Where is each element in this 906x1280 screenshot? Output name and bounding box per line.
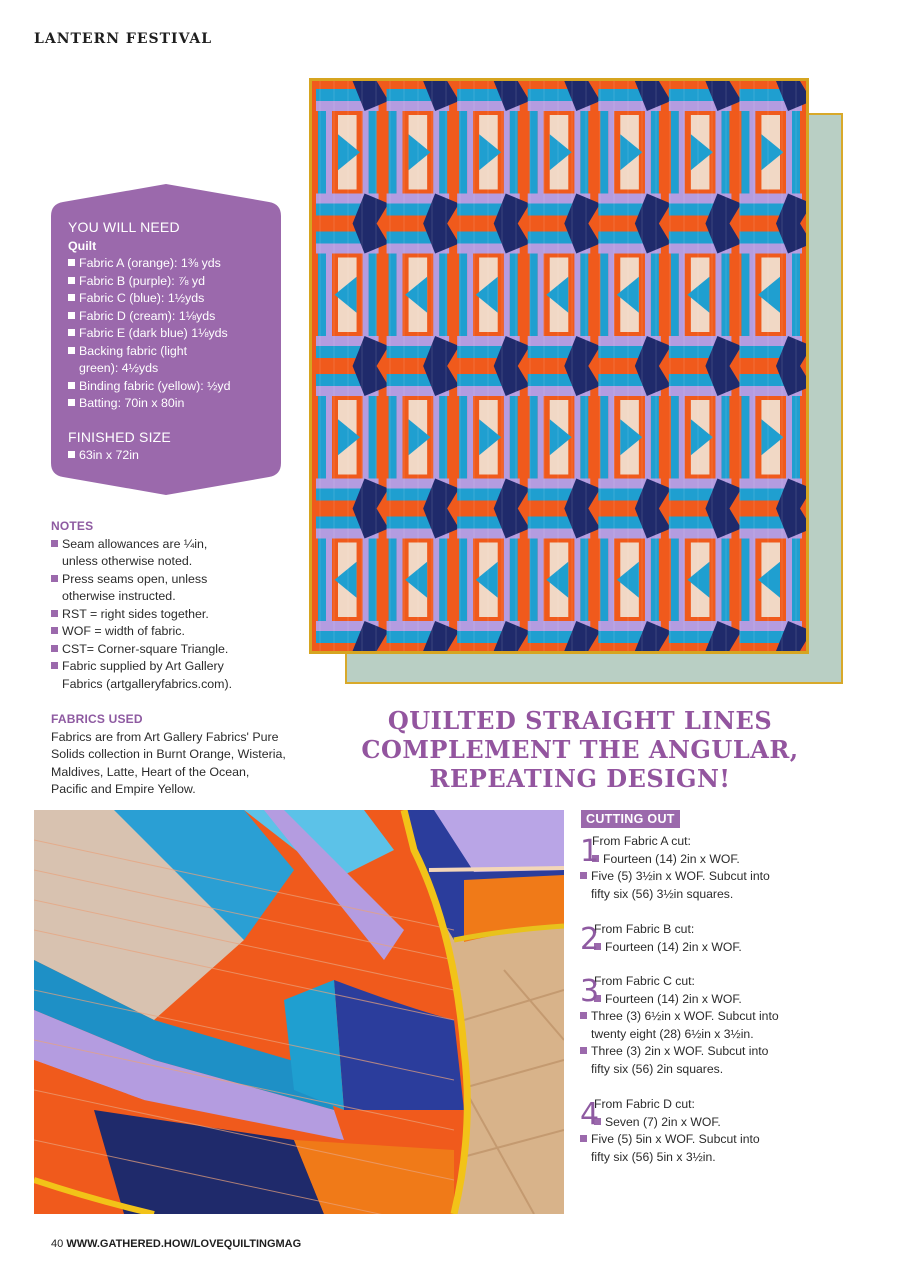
step-item: Five (5) 3½in x WOF. Subcut into — [591, 869, 770, 883]
you-will-need-heading: YOU WILL NEED — [68, 219, 180, 235]
pull-quote — [330, 706, 830, 793]
note-item: RST = right sides together. — [62, 606, 209, 621]
footer-url[interactable]: WWW.GATHERED.HOW/LOVEQUILTINGMAG — [66, 1238, 302, 1250]
step-item-cont: fifty six (56) 2in squares. — [591, 1061, 724, 1076]
step-number: 2 — [580, 922, 600, 957]
fabrics-line: Fabrics are from Art Gallery Fabrics' Pure — [51, 729, 279, 744]
cutting-out-heading: CUTTING OUT — [581, 810, 680, 828]
need-item: Fabric D (cream): 1⅛yds — [68, 308, 273, 326]
step-item: Fourteen (14) 2in x WOF. — [603, 851, 740, 866]
step-item: Fourteen (14) 2in x WOF. — [605, 991, 742, 1006]
need-item: Fabric A (orange): 1⅜ yds — [68, 255, 273, 273]
quilt-subheading: Quilt — [68, 238, 97, 253]
you-will-need-panel — [51, 184, 281, 495]
step-item: Three (3) 6½in x WOF. Subcut into — [591, 1009, 779, 1023]
quilt-closeup-photo — [34, 810, 564, 1214]
pull-quote-line: COMPLEMENT THE ANGULAR, — [361, 735, 799, 764]
step-title: From Fabric D cut: — [594, 1097, 695, 1111]
step-number: 4 — [580, 1097, 600, 1132]
step-item: Three (3) 2in x WOF. Subcut into — [591, 1044, 769, 1058]
cutting-step — [580, 1096, 830, 1166]
fabrics-line: Pacific and Empire Yellow. — [51, 782, 196, 796]
step-title: From Fabric B cut: — [594, 922, 695, 936]
note-item-cont: unless otherwise noted. — [62, 554, 193, 568]
need-item: Fabric C (blue): 1½yds — [68, 290, 273, 308]
fabrics-used-heading: FABRICS USED — [51, 712, 143, 726]
running-header: LANTERN FESTIVAL — [34, 31, 213, 47]
note-item: Seam allowances are ¼in, — [62, 536, 208, 551]
quilt-top — [309, 78, 809, 654]
step-item-cont: fifty six (56) 5in x 3½in. — [591, 1149, 716, 1164]
finished-size-heading: FINISHED SIZE — [68, 428, 171, 445]
step-title: From Fabric C cut: — [594, 974, 695, 988]
pull-quote-line: REPEATING DESIGN! — [429, 764, 731, 793]
cutting-step — [580, 973, 830, 1078]
step-item: Seven (7) 2in x WOF. — [605, 1114, 721, 1129]
note-item: CST= Corner-square Triangle. — [62, 641, 229, 656]
fabrics-used-section — [51, 711, 306, 799]
step-item-cont: fifty six (56) 3½in squares. — [591, 886, 734, 901]
cutting-step — [580, 833, 830, 903]
need-item: Fabric B (purple): ⅞ yd — [68, 273, 273, 291]
note-item-cont: Fabrics (artgalleryfabrics.com). — [62, 676, 233, 691]
step-number: 3 — [580, 974, 600, 1009]
step-title: From Fabric A cut: — [592, 834, 691, 848]
fabrics-line: Solids collection in Burnt Orange, Wisteria, — [51, 747, 286, 761]
step-item: Five (5) 5in x WOF. Subcut into — [591, 1132, 760, 1146]
note-item: Fabric supplied by Art Gallery — [62, 659, 224, 673]
step-item: Fourteen (14) 2in x WOF. — [605, 939, 742, 954]
notes-section — [51, 518, 301, 693]
finished-size: 63in x 72in — [68, 447, 273, 465]
pull-quote-line: QUILTED STRAIGHT LINES — [387, 706, 773, 735]
need-item-cont: green): 4½yds — [79, 361, 159, 375]
note-item: Press seams open, unless — [62, 571, 208, 586]
note-item: WOF = width of fabric. — [62, 624, 185, 638]
step-item-cont: twenty eight (28) 6½in x 3½in. — [591, 1026, 754, 1041]
quilt-pattern — [312, 81, 806, 651]
note-item-cont: otherwise instructed. — [62, 589, 176, 603]
page-number: 40 — [51, 1238, 64, 1250]
need-item: Backing fabric (light — [68, 343, 273, 361]
footer — [51, 1238, 301, 1250]
need-item: Fabric E (dark blue) 1⅛yds — [68, 325, 273, 343]
closeup-illustration — [34, 810, 564, 1214]
fabrics-line: Maldives, Latte, Heart of the Ocean, — [51, 764, 250, 779]
notes-heading: NOTES — [51, 519, 94, 533]
step-number: 1 — [580, 834, 600, 869]
need-item: Batting: 70in x 80in — [68, 395, 273, 413]
need-item: Binding fabric (yellow): ½yd — [68, 378, 273, 396]
cutting-step — [580, 921, 830, 956]
